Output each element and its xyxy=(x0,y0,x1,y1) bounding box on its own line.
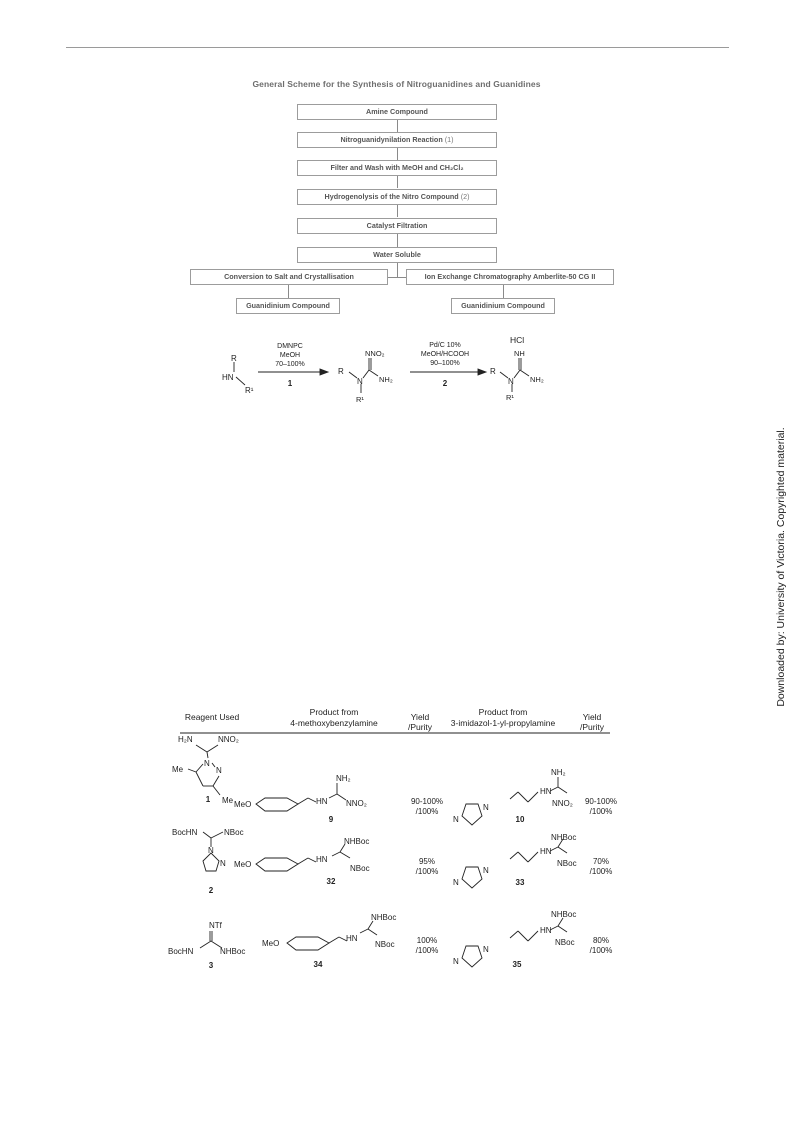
product-b-nh2: NH₂ xyxy=(551,768,566,777)
product-b-nno2: NNO₂ xyxy=(552,799,573,808)
header-yield-a-line1: Yield xyxy=(410,712,430,722)
table-row xyxy=(168,910,612,970)
product-r-label: R xyxy=(490,367,496,376)
yield-a-value: 90-100% xyxy=(410,797,444,806)
yield-a-purity: /100% xyxy=(415,867,439,876)
yield-a-purity: /100% xyxy=(415,946,439,955)
flow-step-label: Conversion to Salt and Crystallisation xyxy=(224,272,354,281)
reagent-number: 3 xyxy=(208,961,214,970)
flow-step-label: Amine Compound xyxy=(366,107,428,116)
header-yield-b-line1: Yield xyxy=(582,712,602,722)
copyright-watermark: Downloaded by: University of Victoria. Copyrighted material. xyxy=(775,427,787,707)
intermediate-r1-label: R¹ xyxy=(356,395,364,404)
yield-b-value: 70% xyxy=(592,857,610,866)
intermediate-nno2-label: NNO₂ xyxy=(365,349,385,358)
product-b-number: 35 xyxy=(512,960,522,969)
product-b-nboc: NBoc xyxy=(555,938,575,947)
product-a-nhboc: NHBoc xyxy=(371,913,397,922)
scheme-title: General Scheme for the Synthesis of Nitroguanidines and Guanidines xyxy=(252,79,541,89)
product-b-imidazole-n: N xyxy=(483,866,489,875)
step1-number: 1 xyxy=(287,379,293,388)
step2-yield: 90–100% xyxy=(430,360,460,367)
product-b-hn: HN xyxy=(540,787,552,796)
reagent-n2: N xyxy=(220,859,226,868)
intermediate-n-label: N xyxy=(357,377,363,386)
product-b-imidazole-n: N xyxy=(453,878,459,887)
table-row xyxy=(172,735,617,825)
header-reagent: Reagent Used xyxy=(184,712,240,722)
flow-step-ref: (2) xyxy=(460,192,470,201)
flow-step-label: Guanidinium Compound xyxy=(461,301,545,310)
product-b-nboc: NBoc xyxy=(557,859,577,868)
amine-r1-label: R¹ xyxy=(245,386,254,395)
header-product-b-line2: 3-imidazol-1-yl-propylamine xyxy=(450,718,556,728)
product-a-nhboc: NHBoc xyxy=(344,837,370,846)
reagent-me2: Me xyxy=(222,796,234,805)
table-row xyxy=(172,828,612,895)
reagent-bochn: BocHN xyxy=(168,947,194,956)
header-product-a-line1: Product from xyxy=(309,707,359,717)
product-a-meo: MeO xyxy=(262,939,280,948)
product-b-nhboc: NHBoc xyxy=(551,910,577,919)
intermediate-r-label: R xyxy=(338,367,344,376)
product-b-number: 10 xyxy=(515,815,525,824)
product-a-nboc: NBoc xyxy=(375,940,395,949)
flow-step-ref: (1) xyxy=(444,135,454,144)
yield-b-purity: /100% xyxy=(589,867,613,876)
reagent-n2: N xyxy=(216,766,222,775)
product-a-nno2: NNO₂ xyxy=(346,799,367,808)
reagent-n1: N xyxy=(208,846,214,855)
flow-step-label: Nitroguanidynilation Reaction xyxy=(340,135,443,144)
amine-r-label: R xyxy=(231,354,237,363)
step2-catalyst: Pd/C 10% xyxy=(429,342,461,349)
product-a-meo: MeO xyxy=(234,860,252,869)
reagent-h2n: H₂N xyxy=(178,735,193,744)
product-a-nboc: NBoc xyxy=(350,864,370,873)
reagent-nboc: NBoc xyxy=(224,828,244,837)
reagent-number: 1 xyxy=(205,795,211,804)
step2-solvent: MeOH/HCOOH xyxy=(420,351,470,358)
product-r1-label: R¹ xyxy=(506,393,514,402)
amine-hn-label: HN xyxy=(222,373,234,382)
product-a-number: 9 xyxy=(328,815,334,824)
reagent-bochn: BocHN xyxy=(172,828,198,837)
product-a-hn: HN xyxy=(316,797,328,806)
product-a-number: 34 xyxy=(313,960,323,969)
header-product-a-line2: 4-methoxybenzylamine xyxy=(290,718,378,728)
reagent-nno2: NNO₂ xyxy=(218,735,239,744)
product-b-hn: HN xyxy=(540,847,552,856)
header-yield-b-line2: /Purity xyxy=(579,722,605,732)
yield-b-purity: /100% xyxy=(589,807,613,816)
flow-step-label: Catalyst Filtration xyxy=(366,221,428,230)
reagent-ntf: NTf xyxy=(209,921,222,930)
reagent-me1: Me xyxy=(172,765,184,774)
product-b-imidazole-n: N xyxy=(483,803,489,812)
product-n-label: N xyxy=(508,377,514,386)
yield-a-value: 100% xyxy=(416,936,438,945)
product-b-imidazole-n: N xyxy=(483,945,489,954)
flow-step-label: Guanidinium Compound xyxy=(246,301,330,310)
product-b-nhboc: NHBoc xyxy=(551,833,577,842)
flow-step-label: Filter and Wash with MeOH and CH₂Cl₂ xyxy=(330,163,464,172)
reagent-number: 2 xyxy=(208,886,214,895)
step2-number: 2 xyxy=(442,379,448,388)
header-product-b-line1: Product from xyxy=(478,707,528,717)
product-a-number: 32 xyxy=(326,877,336,886)
product-nh-label: NH xyxy=(514,349,525,358)
product-nh2-label: NH₂ xyxy=(530,375,544,384)
step1-solvent: MeOH xyxy=(279,352,301,359)
product-a-nh2: NH₂ xyxy=(336,774,351,783)
flow-step-label: Hydrogenolysis of the Nitro Compound xyxy=(324,192,459,201)
product-hcl-label: HCl xyxy=(510,335,525,345)
product-b-hn: HN xyxy=(540,926,552,935)
yield-b-value: 80% xyxy=(592,936,610,945)
yield-b-purity: /100% xyxy=(589,946,613,955)
product-b-imidazole-n: N xyxy=(453,957,459,966)
yield-b-value: 90-100% xyxy=(584,797,618,806)
yield-a-value: 95% xyxy=(418,857,436,866)
header-yield-a-line2: /Purity xyxy=(407,722,433,732)
reagent-nhboc: NHBoc xyxy=(220,947,246,956)
product-a-meo: MeO xyxy=(234,800,252,809)
product-b-number: 33 xyxy=(515,878,525,887)
product-a-hn: HN xyxy=(346,934,358,943)
step1-yield: 70–100% xyxy=(275,361,305,368)
flow-step-label: Water Soluble xyxy=(373,250,421,259)
yield-a-purity: /100% xyxy=(415,807,439,816)
intermediate-nh2-label: NH₂ xyxy=(379,375,393,384)
reagent-n1: N xyxy=(204,759,210,768)
product-a-hn: HN xyxy=(316,855,328,864)
step1-reagent: DMNPC xyxy=(277,343,303,350)
product-b-imidazole-n: N xyxy=(453,815,459,824)
flow-step-label: Ion Exchange Chromatography Amberlite-50 CG II xyxy=(424,272,596,281)
